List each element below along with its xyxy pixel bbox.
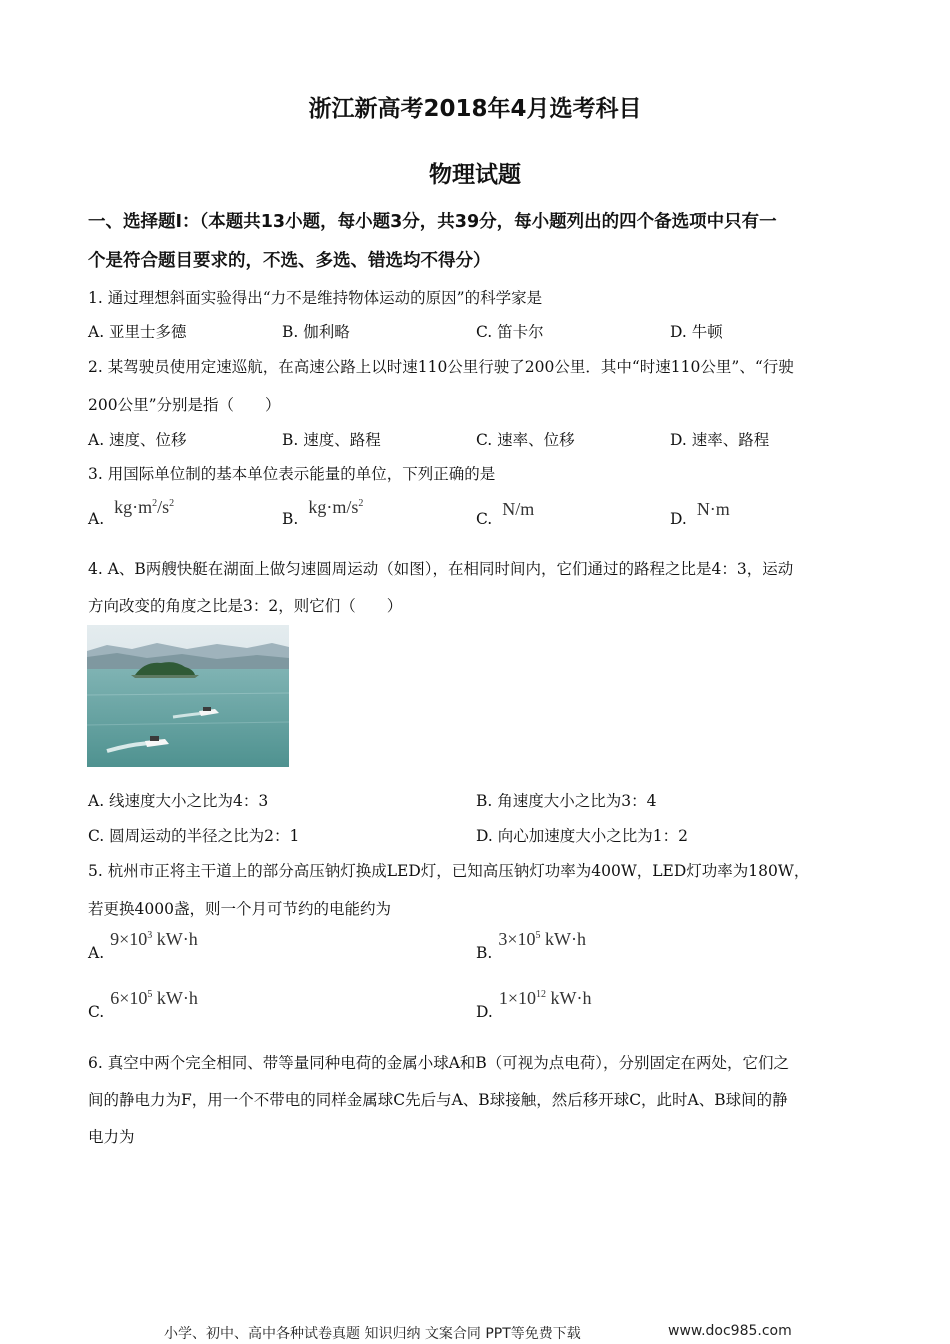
q2-option-a: A. 速度、位移 (88, 431, 187, 449)
q4-option-a: A. 线速度大小之比为4：3 (88, 792, 269, 810)
q3-option-a-formula: $kg\cdot m^2/s^2$ (114, 497, 175, 517)
q4-option-b: B. 角速度大小之比为3：4 (476, 792, 657, 810)
q5-option-c-formula: $6\times 10^5$ kW·h (110, 988, 198, 1008)
q3-option-b-formula: $kg\cdot m/s^2$ (308, 497, 364, 517)
q5-option-c-label: C. (88, 1003, 105, 1021)
q6-stem-line3: 电力为 (88, 1128, 135, 1146)
q1-option-d: D. 牛顿 (670, 323, 723, 341)
q5-option-c (88, 987, 198, 1021)
q6-stem-line1: 6. 真空中两个完全相同、带等量同种电荷的金属小球A和B（可视为点电荷），分别固定在两处，它们之 (88, 1054, 790, 1072)
q3-option-c (476, 496, 534, 528)
q5-stem-line1: 5. 杭州市正将主干道上的部分高压钠灯换成LED灯，已知高压钠灯功率为400W，LED灯功率为180W， (88, 862, 810, 880)
q3-option-c-formula: N/m (502, 499, 535, 519)
q1-option-a: A. 亚里士多德 (88, 323, 187, 341)
q3-option-a (88, 496, 174, 528)
q5-option-a-formula: $9\times 10^3$ kW·h (110, 929, 198, 949)
q5-stem-line2: 若更换4000盏，则一个月可节约的电能约为 (88, 900, 391, 918)
q2-option-d: D. 速率、路程 (670, 431, 770, 449)
q5-option-b (476, 928, 586, 962)
q5-option-d-label: D. (476, 1003, 493, 1021)
q3-option-d (670, 496, 730, 528)
page-subtitle: 物理试题 (429, 162, 521, 188)
q3-option-d-formula: N·m (696, 499, 730, 519)
q1-option-c: C. 笛卡尔 (476, 323, 544, 341)
q2-option-c: C. 速率、位移 (476, 431, 575, 449)
q3-option-c-label: C. (476, 510, 493, 528)
section-heading-line1: 一、选择题Ⅰ：（本题共13小题，每小题3分，共39分，每小题列出的四个备选项中只有一 (88, 212, 777, 232)
q5-option-d-formula: $1\times 10^{12}$ kW·h (498, 988, 592, 1008)
q3-option-b-label: B. (282, 510, 299, 528)
q4-option-c: C. 圆周运动的半径之比为2：1 (88, 827, 300, 845)
q2-stem-line1: 2. 某驾驶员使用定速巡航，在高速公路上以时速110公里行驶了200公里．其中“时速110公里”、“行驶 (88, 358, 794, 376)
q5-option-d (476, 987, 591, 1021)
q3-stem: 3. 用国际单位制的基本单位表示能量的单位，下列正确的是 (88, 465, 496, 483)
q3-option-a-label: A. (88, 510, 105, 528)
footer-link[interactable]: www.doc985.com (668, 1323, 792, 1339)
q5-option-b-formula: $3\times 10^5$ kW·h (498, 929, 586, 949)
q5-option-a (88, 928, 198, 962)
q4-stem-line1: 4. A、B两艘快艇在湖面上做匀速圆周运动（如图），在相同时间内，它们通过的路程之比是4：3，运动 (88, 560, 794, 578)
q1-option-b: B. 伽利略 (282, 323, 350, 341)
lake-speedboats-image (87, 625, 289, 767)
q4-stem-line2: 方向改变的角度之比是3：2，则它们（ ） (88, 597, 403, 615)
q5-option-a-label: A. (88, 944, 105, 962)
q5-option-b-label: B. (476, 944, 493, 962)
q2-option-b: B. 速度、路程 (282, 431, 381, 449)
section-heading-line2: 个是符合题目要求的，不选、多选、错选均不得分） (88, 251, 491, 271)
footer-text: 小学、初中、高中各种试卷真题 知识归纳 文案合同 PPT等免费下载 (164, 1326, 581, 1342)
page-title: 浙江新高考2018年4月选考科目 (308, 96, 642, 122)
q6-stem-line2: 间的静电力为F，用一个不带电的同样金属球C先后与A、B球接触，然后移开球C，此时A、B球间的静 (88, 1091, 788, 1109)
q3-option-b (282, 496, 363, 528)
q1-stem: 1. 通过理想斜面实验得出“力不是维持物体运动的原因”的科学家是 (88, 289, 543, 307)
q4-option-d: D. 向心加速度大小之比为1：2 (476, 827, 688, 845)
q3-option-d-label: D. (670, 510, 687, 528)
q2-stem-line2: 200公里”分别是指（ ） (88, 396, 281, 414)
